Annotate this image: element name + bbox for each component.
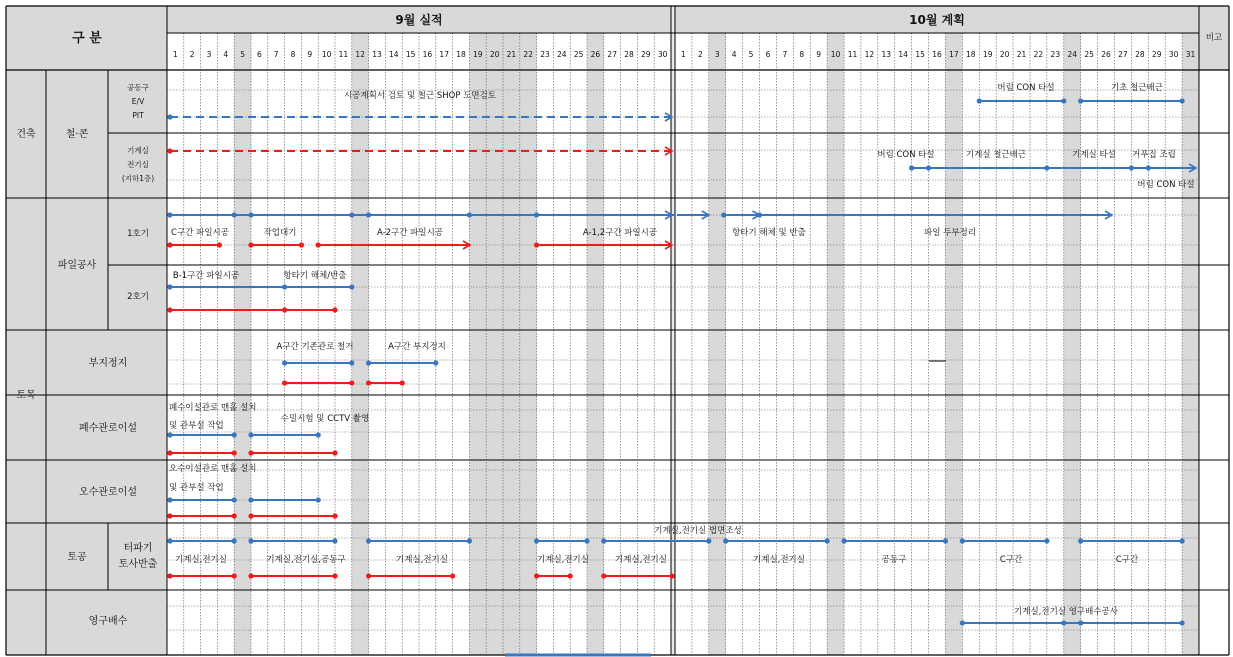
milestone-dot: [167, 284, 172, 289]
day-label: 3: [206, 50, 212, 59]
milestone-dot: [248, 497, 253, 502]
weekend-column: [709, 33, 726, 655]
label-pile-head: 파일 두부정리: [924, 228, 976, 238]
excavation-line-2: 토사반출: [118, 559, 158, 570]
day-label: 14: [898, 50, 908, 59]
label-waste-2: 및 관부설 작업: [169, 421, 224, 431]
day-label: 3: [714, 50, 720, 59]
milestone-dot: [467, 212, 472, 217]
label-ew-mech-3: 기계실,전기실: [537, 555, 589, 565]
milestone-dot: [349, 284, 354, 289]
milestone-dot: [316, 432, 321, 437]
label-ew-mech-4: 기계실,전기실: [615, 555, 667, 565]
label-sewage-1: 오수이설관로 맨홀 설치: [169, 464, 257, 474]
day-label: 12: [355, 50, 365, 59]
milestone-dot: [167, 513, 172, 518]
day-label: 27: [1118, 50, 1128, 59]
milestone-dot: [1044, 165, 1049, 170]
day-label: 8: [290, 50, 296, 59]
label-ew-mech-5: 기계실,전기실: [753, 555, 805, 565]
day-label: 11: [338, 50, 349, 59]
milestone-dot: [167, 114, 172, 119]
milestone-dot: [366, 573, 371, 578]
category-site-prep: 부지정지: [88, 358, 128, 369]
milestone-dot: [400, 380, 405, 385]
milestone-dot: [1078, 620, 1083, 625]
day-label: 6: [765, 50, 771, 59]
milestone-dot: [909, 165, 914, 170]
milestone-dot: [217, 242, 222, 247]
day-label: 23: [540, 50, 550, 59]
milestone-dot: [167, 573, 172, 578]
milestone-dot: [248, 573, 253, 578]
day-label: 9: [307, 50, 313, 59]
label-oct-mech-rebar: 기계실 철근배근: [965, 150, 1027, 160]
day-label: 5: [748, 50, 754, 59]
milestone-dot: [282, 307, 287, 312]
excavation-line-1: 터파기: [123, 543, 153, 554]
label-waste-test: 수밀시험 및 CCTV 촬영: [280, 414, 370, 424]
label-oct-form: 거푸집 조립: [1132, 150, 1176, 160]
day-label: 1: [681, 50, 686, 59]
category-dewatering: 영구배수: [88, 616, 128, 627]
weekend-column: [587, 33, 604, 655]
milestone-dot: [366, 538, 371, 543]
milestone-dot: [248, 538, 253, 543]
label-shop: 시공계획서 검토 및 철근 SHOP 도면검토: [343, 91, 497, 101]
day-label: 16: [932, 50, 942, 59]
weekend-column: [234, 33, 251, 655]
day-label: 30: [657, 50, 668, 59]
milestone-dot: [943, 538, 948, 543]
steel-sub-label: 공동구: [127, 83, 149, 92]
milestone-dot: [366, 380, 371, 385]
day-label: 19: [982, 50, 993, 59]
milestone-dot: [1061, 98, 1066, 103]
steel-sub-label: (지하1층): [121, 174, 155, 183]
label-ew-c2: C구간: [1115, 555, 1139, 565]
milestone-dot: [316, 242, 321, 247]
oct-title: 10월 계획: [909, 13, 965, 27]
day-label: 30: [1168, 50, 1179, 59]
milestone-dot: [299, 242, 304, 247]
milestone-dot: [534, 242, 539, 247]
label-oct-mat-con-3: 버림 CON 타설: [1137, 180, 1195, 190]
weekend-column: [520, 33, 537, 655]
category-pile: 파일공사: [57, 260, 97, 271]
day-label: 2: [697, 50, 703, 59]
label-site-grade: A구간 부지정지: [388, 342, 446, 352]
label-ew-slope: 기계실,전기실 법면조성: [654, 526, 742, 536]
label-site-demolish: A구간 기존관로 철거: [276, 342, 354, 352]
day-label: 12: [864, 50, 875, 59]
label-ew-mech-1: 기계실,전기실: [175, 555, 227, 565]
milestone-dot: [534, 573, 539, 578]
milestone-dot: [332, 538, 337, 543]
day-label: 21: [506, 50, 517, 59]
milestone-dot: [232, 497, 237, 502]
label-ew-mech-2: 기계실,전기실: [396, 555, 448, 565]
sep-title: 9월 실적: [395, 13, 443, 27]
day-label: 25: [1084, 50, 1094, 59]
day-label: 29: [641, 50, 651, 59]
milestone-dot: [669, 573, 674, 578]
milestone-dot: [332, 307, 337, 312]
milestone-dot: [282, 360, 287, 365]
milestone-dot: [167, 242, 172, 247]
milestone-dot: [1078, 538, 1083, 543]
label-pile-a12: A-1,2구간 파일시공: [582, 228, 658, 238]
milestone-dot: [706, 538, 711, 543]
milestone-dot: [167, 148, 172, 153]
milestone-dot: [167, 538, 172, 543]
milestone-dot: [568, 573, 573, 578]
label-pile-a2: A-2구간 파일시공: [376, 228, 444, 238]
milestone-dot: [349, 212, 354, 217]
day-label: 23: [1050, 50, 1061, 59]
weekend-column: [945, 33, 962, 655]
label-pile-b1: B-1구간 파일시공: [172, 271, 240, 281]
milestone-dot: [248, 513, 253, 518]
category-waste-pipe: 폐수관로이설: [79, 423, 137, 434]
day-label: 15: [405, 50, 416, 59]
day-label: 4: [731, 50, 737, 59]
milestone-dot: [232, 513, 237, 518]
steel-sub-label: 기계실: [127, 146, 149, 155]
milestone-dot: [825, 538, 830, 543]
milestone-dot: [757, 212, 762, 217]
label-oct-mech-pour: 기계실 타설: [1072, 150, 1116, 160]
day-label: 31: [1185, 50, 1196, 59]
header-gubun: 구 분: [72, 31, 102, 46]
milestone-dot: [534, 212, 539, 217]
milestone-dot: [1061, 620, 1066, 625]
milestone-dot: [349, 360, 354, 365]
weekend-column: [1064, 33, 1081, 655]
remark-label: 비고: [1205, 33, 1223, 43]
label-oct-mat-con-2: 버림 CON 타설: [877, 150, 935, 160]
label-dewater-mech: 기계실,전기실 영구배수공사: [1014, 607, 1118, 617]
milestone-dot: [1179, 538, 1184, 543]
milestone-dot: [841, 538, 846, 543]
milestone-dot: [534, 538, 539, 543]
day-label: 4: [223, 50, 229, 59]
milestone-dot: [232, 573, 237, 578]
label-oct-mat-con: 버림 CON 타설: [997, 83, 1055, 93]
category-sewage-pipe: 오수관로이설: [79, 487, 137, 498]
milestone-dot: [248, 432, 253, 437]
day-label: 26: [1101, 50, 1111, 59]
milestone-dot: [349, 380, 354, 385]
milestone-dot: [926, 165, 931, 170]
day-label: 5: [240, 50, 245, 59]
day-label: 28: [624, 50, 634, 59]
category-building: 건축: [16, 129, 36, 140]
weekend-column: [503, 33, 520, 655]
day-label: 24: [1067, 50, 1077, 59]
milestone-dot: [960, 538, 965, 543]
day-label: 19: [473, 50, 483, 59]
day-label: 28: [1135, 50, 1145, 59]
steel-sub-label: 전기실: [127, 160, 149, 169]
milestone-dot: [601, 538, 606, 543]
day-label: 24: [557, 50, 567, 59]
milestone-dot: [601, 573, 606, 578]
category-civil: 토목: [16, 390, 36, 401]
day-label: 17: [949, 50, 959, 59]
category-steel: 철·콘: [65, 129, 89, 140]
milestone-dot: [1179, 620, 1184, 625]
day-label: 26: [590, 50, 601, 59]
milestone-dot: [467, 538, 472, 543]
weekend-column: [1182, 33, 1199, 655]
day-label: 15: [915, 50, 925, 59]
milestone-dot: [1146, 165, 1151, 170]
category-earthwork: 토공: [67, 552, 87, 563]
weekend-column: [469, 33, 486, 655]
milestone-dot: [167, 307, 172, 312]
steel-sub-label: E/V: [131, 97, 145, 106]
day-label: 6: [257, 50, 262, 59]
label-pile-dismantle: 항타기 해체 및 반출: [732, 228, 806, 238]
milestone-dot: [1044, 538, 1049, 543]
label-pile-wait: 작업대기: [263, 228, 297, 238]
label-pile-dismantle-2: 항타기 해체/반출: [283, 271, 347, 281]
milestone-dot: [366, 212, 371, 217]
weekend-column: [827, 33, 844, 655]
day-label: 29: [1151, 50, 1162, 59]
day-label: 2: [189, 50, 195, 59]
day-label: 20: [489, 50, 500, 59]
day-label: 10: [321, 50, 332, 59]
milestone-dot: [167, 450, 172, 455]
day-label: 13: [372, 50, 382, 59]
milestone-dot: [1179, 98, 1184, 103]
milestone-dot: [167, 432, 172, 437]
milestone-dot: [366, 360, 371, 365]
day-label: 10: [830, 50, 841, 59]
label-pile-c: C구간 파일시공: [171, 228, 229, 238]
day-label: 1: [173, 50, 178, 59]
label-waste-1: 폐수이설관로 맨홀 설치: [169, 403, 257, 413]
milestone-dot: [332, 573, 337, 578]
day-label: 22: [1033, 50, 1044, 59]
milestone-dot: [1129, 165, 1134, 170]
label-ew-util: 공동구: [881, 555, 907, 565]
day-label: 8: [799, 50, 805, 59]
day-label: 9: [816, 50, 822, 59]
milestone-dot: [248, 450, 253, 455]
milestone-dot: [316, 497, 321, 502]
milestone-dot: [450, 573, 455, 578]
day-label: 11: [847, 50, 858, 59]
milestone-dot: [332, 450, 337, 455]
milestone-dot: [721, 212, 726, 217]
day-label: 18: [456, 50, 466, 59]
pile-unit-1: 1호기: [127, 229, 149, 239]
milestone-dot: [232, 538, 237, 543]
label-sewage-2: 및 관부설 작업: [169, 483, 224, 493]
milestone-dot: [960, 620, 965, 625]
milestone-dot: [433, 360, 438, 365]
day-label: 22: [523, 50, 533, 59]
label-oct-found-rebar: 기초 철근배근: [1111, 83, 1163, 93]
pile-unit-2: 2호기: [127, 292, 149, 302]
day-label: 14: [389, 50, 399, 59]
day-label: 21: [1016, 50, 1027, 59]
weekend-column: [486, 33, 503, 655]
milestone-dot: [167, 212, 172, 217]
milestone-dot: [248, 242, 253, 247]
day-label: 27: [607, 50, 617, 59]
day-label: 18: [966, 50, 976, 59]
day-label: 13: [881, 50, 892, 59]
day-label: 16: [422, 50, 433, 59]
milestone-dot: [584, 538, 589, 543]
milestone-dot: [977, 98, 982, 103]
milestone-dot: [232, 450, 237, 455]
milestone-dot: [332, 513, 337, 518]
day-label: 7: [273, 50, 279, 59]
milestone-dot: [248, 212, 253, 217]
steel-sub-label: PIT: [132, 111, 144, 120]
milestone-dot: [282, 284, 287, 289]
milestone-dot: [232, 432, 237, 437]
milestone-dot: [167, 497, 172, 502]
day-label: 7: [782, 50, 788, 59]
day-label: 20: [999, 50, 1010, 59]
label-ew-mech-util: 기계실,전기실,공동구: [266, 555, 346, 565]
day-label: 25: [573, 50, 584, 59]
day-label: 17: [439, 50, 449, 59]
milestone-dot: [1078, 98, 1083, 103]
label-ew-c1: C구간: [999, 555, 1023, 565]
milestone-dot: [282, 380, 287, 385]
weekend-column: [352, 33, 369, 655]
milestone-dot: [723, 538, 728, 543]
